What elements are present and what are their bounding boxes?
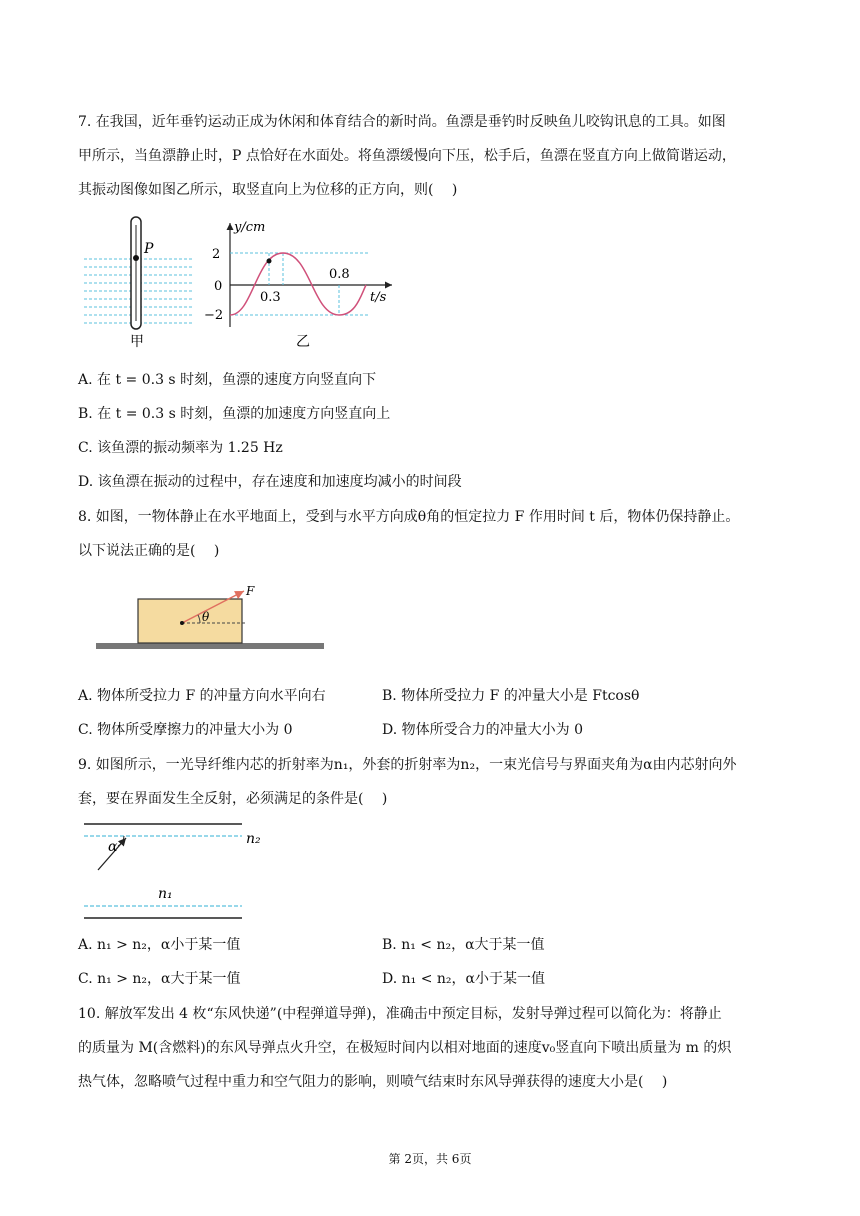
label-0-3: 0.3 bbox=[260, 290, 281, 305]
q8-stem-line2: 以下说法正确的是( ) bbox=[78, 543, 220, 559]
block bbox=[138, 599, 242, 643]
t-axis-label: t/s bbox=[370, 290, 387, 305]
point-p-label: P bbox=[144, 241, 154, 257]
q8-option-d: D. 物体所受合力的冲量大小为 0 bbox=[382, 722, 583, 738]
q9-option-c: C. n₁ > n₂，α大于某一值 bbox=[78, 971, 241, 987]
q8-figure bbox=[96, 583, 328, 658]
q10-stem-line1: 10. 解放军发出 4 枚“东风快递”(中程弹道导弹)，准确击中预定目标，发射导弹过程可以简化为：将静止 bbox=[78, 1006, 722, 1022]
q8-option-a: A. 物体所受拉力 F 的冲量方向水平向右 bbox=[78, 688, 326, 704]
y-axis-label: y/cm bbox=[234, 220, 266, 235]
q7-option-a: A. 在 t = 0.3 s 时刻，鱼漂的速度方向竖直向下 bbox=[78, 372, 377, 388]
q9-option-d: D. n₁ < n₂，α小于某一值 bbox=[382, 971, 545, 987]
q9-stem-line1: 9. 如图所示，一光导纤维内芯的折射率为n₁，外套的折射率为n₂，一束光信号与界面夹角为α由内芯射向外 bbox=[78, 757, 737, 773]
n1-label: n₁ bbox=[158, 886, 173, 902]
q7-stem-line2: 甲所示，当鱼漂静止时，P 点恰好在水面处。将鱼漂缓慢向下压，松手后，鱼漂在竖直方向上做简谐运动， bbox=[78, 148, 736, 164]
q8-option-c: C. 物体所受摩擦力的冲量大小为 0 bbox=[78, 722, 293, 738]
force-f-label: F bbox=[246, 584, 255, 598]
n2-label: n₂ bbox=[246, 831, 261, 847]
tick-minus-2: −2 bbox=[204, 308, 224, 323]
q7-stem-line1: 7. 在我国，近年垂钓运动正成为休闲和体育结合的新时尚。鱼漂是垂钓时反映鱼儿咬钩讯息的工具。如图 bbox=[78, 114, 726, 130]
q9-figure bbox=[82, 818, 272, 923]
vibration-curve bbox=[230, 253, 366, 315]
point-p-marker bbox=[133, 255, 139, 261]
q8-option-b: B. 物体所受拉力 F 的冲量大小是 Ftcosθ bbox=[382, 688, 640, 704]
q10-stem-line2: 的质量为 M(含燃料)的东风导弹点火升空，在极短时间内以相对地面的速度v₀竖直向下喷出质量为 m 的炽 bbox=[78, 1040, 732, 1056]
label-0-8: 0.8 bbox=[329, 267, 350, 282]
figure-jia-caption: 甲 bbox=[130, 334, 144, 350]
page-footer: 第 2页，共 6页 bbox=[388, 1152, 472, 1166]
q10-stem-line3: 热气体，忽略喷气过程中重力和空气阻力的影响，则喷气结束时东风导弹获得的速度大小是( ) bbox=[78, 1074, 668, 1090]
tick-0: 0 bbox=[214, 279, 223, 294]
q7-stem-line3: 其振动图像如图乙所示，取竖直向上为位移的正方向，则( ) bbox=[78, 182, 458, 198]
tick-2: 2 bbox=[212, 247, 221, 262]
figure-yi-caption: 乙 bbox=[296, 334, 310, 350]
q7-figure-yi bbox=[198, 215, 398, 350]
alpha-label: α bbox=[108, 839, 118, 855]
q8-stem-line1: 8. 如图，一物体静止在水平地面上，受到与水平方向成θ角的恒定拉力 F 作用时间 t 后，物体仍保持静止。 bbox=[78, 509, 740, 525]
q7-option-c: C. 该鱼漂的振动频率为 1.25 Hz bbox=[78, 440, 283, 456]
q9-option-a: A. n₁ > n₂，α小于某一值 bbox=[78, 937, 241, 953]
q9-stem-line2: 套，要在界面发生全反射，必须满足的条件是( ) bbox=[78, 791, 388, 807]
q7-figure-jia bbox=[84, 215, 194, 350]
q7-option-d: D. 该鱼漂在振动的过程中，存在速度和加速度均减小的时间段 bbox=[78, 474, 462, 490]
q9-option-b: B. n₁ < n₂，α大于某一值 bbox=[382, 937, 545, 953]
ground bbox=[96, 643, 324, 649]
angle-theta-label: θ bbox=[202, 610, 210, 624]
q7-option-b: B. 在 t = 0.3 s 时刻，鱼漂的加速度方向竖直向上 bbox=[78, 406, 391, 422]
point-t03-marker bbox=[267, 259, 272, 264]
